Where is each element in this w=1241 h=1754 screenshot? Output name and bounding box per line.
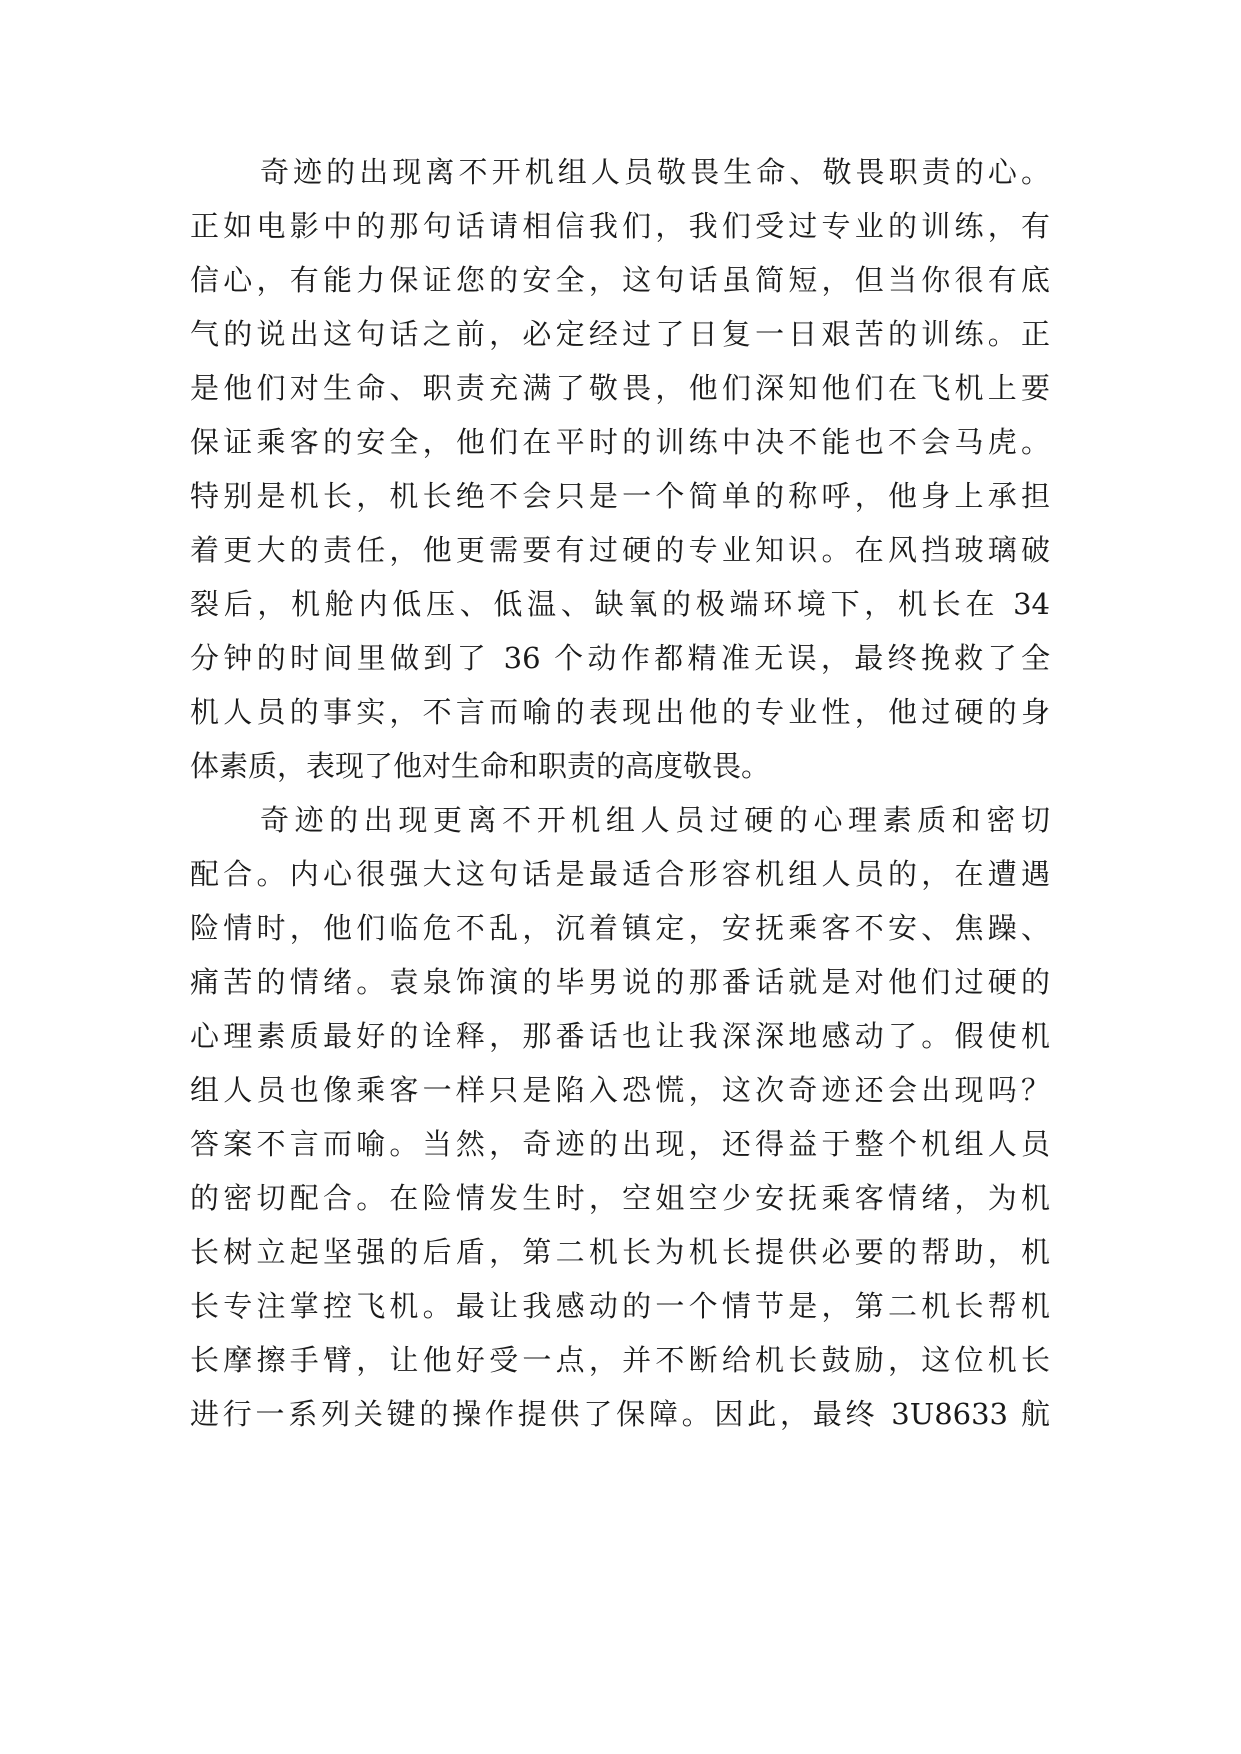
paragraph-2-line-1: 奇迹的出现更离不开机组人员过硬的心理素质和密切	[260, 803, 1050, 837]
paragraph-1-line-5: 是他们对生命、职责充满了敬畏，他们深知他们在飞机上要	[190, 371, 1050, 405]
paragraph-1-line-8: 着更大的责任，他更需要有过硬的专业知识。在风挡玻璃破	[190, 533, 1050, 567]
paragraph-1-line-4: 气的说出这句话之前，必定经过了日复一日艰苦的训练。正	[190, 317, 1050, 351]
paragraph-2-line-12: 进行一系列关键的操作提供了保障。因此，最终 3U8633 航	[190, 1397, 1050, 1431]
paragraph-2-line-3: 险情时，他们临危不乱，沉着镇定，安抚乘客不安、焦躁、	[190, 911, 1050, 945]
paragraph-1-line-2: 正如电影中的那句话请相信我们，我们受过专业的训练，有	[190, 209, 1050, 243]
paragraph-2-line-11: 长摩擦手臂，让他好受一点，并不断给机长鼓励，这位机长	[190, 1343, 1050, 1377]
paragraph-2-line-7: 答案不言而喻。当然，奇迹的出现，还得益于整个机组人员	[190, 1127, 1050, 1161]
paragraph-2-line-4: 痛苦的情绪。袁泉饰演的毕男说的那番话就是对他们过硬的	[190, 965, 1050, 999]
paragraph-1-line-12: 体素质，表现了他对生命和职责的高度敬畏。	[190, 749, 771, 783]
paragraph-1-line-7: 特别是机长，机长绝不会只是一个简单的称呼，他身上承担	[190, 479, 1050, 513]
paragraph-1-line-6: 保证乘客的安全，他们在平时的训练中决不能也不会马虎。	[190, 425, 1050, 459]
paragraph-2-line-2: 配合。内心很强大这句话是最适合形容机组人员的，在遭遇	[190, 857, 1050, 891]
paragraph-2-line-5: 心理素质最好的诠释，那番话也让我深深地感动了。假使机	[190, 1019, 1050, 1053]
paragraph-1-line-10: 分钟的时间里做到了 36 个动作都精准无误，最终挽救了全	[190, 641, 1050, 675]
paragraph-1-line-9: 裂后，机舱内低压、低温、缺氧的极端环境下，机长在 34	[190, 587, 1050, 621]
paragraph-2-line-6: 组人员也像乘客一样只是陷入恐慌，这次奇迹还会出现吗？	[190, 1073, 1050, 1107]
paragraph-2-line-9: 长树立起坚强的后盾，第二机长为机长提供必要的帮助，机	[190, 1235, 1050, 1269]
paragraph-1-line-11: 机人员的事实，不言而喻的表现出他的专业性，他过硬的身	[190, 695, 1050, 729]
paragraph-2-line-10: 长专注掌控飞机。最让我感动的一个情节是，第二机长帮机	[190, 1289, 1050, 1323]
paragraph-2-line-8: 的密切配合。在险情发生时，空姐空少安抚乘客情绪，为机	[190, 1181, 1050, 1215]
paragraph-1-line-3: 信心，有能力保证您的安全，这句话虽简短，但当你很有底	[190, 263, 1050, 297]
paragraph-1-line-1: 奇迹的出现离不开机组人员敬畏生命、敬畏职责的心。	[260, 155, 1050, 189]
